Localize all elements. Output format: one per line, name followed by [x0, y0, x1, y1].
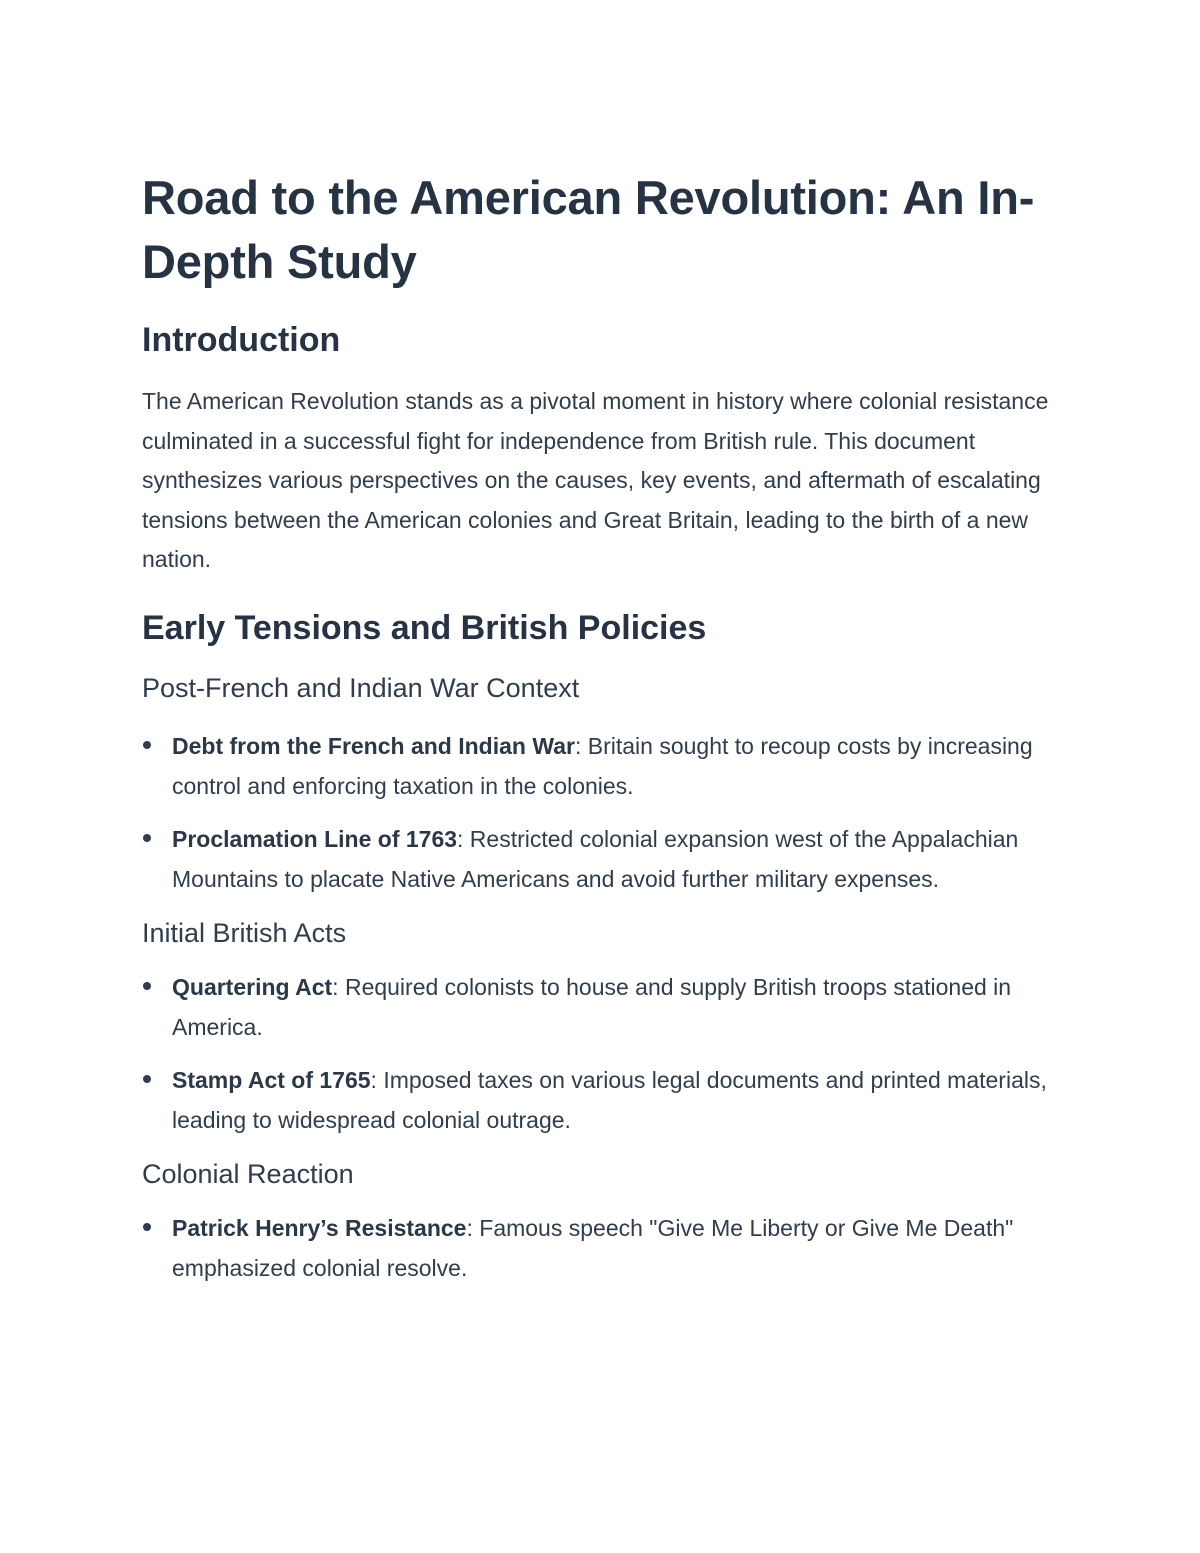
document-page [142, 166, 1062, 1288]
list-item [142, 1060, 1062, 1140]
introduction-heading: Introduction [142, 321, 341, 359]
list-item-term: Stamp Act of 1765 [172, 1066, 371, 1093]
list-item-separator: : [574, 732, 582, 759]
list-item-term: Proclamation Line of 1763 [172, 825, 458, 852]
list-item [142, 967, 1062, 1047]
bullet-icon [143, 1223, 151, 1231]
colonial-reaction-list [142, 1208, 1062, 1288]
bullet-icon [143, 834, 151, 842]
list-item [142, 726, 1062, 806]
list-item-text: Restricted colonial expansion west of the Appalachian Mountains to placate Native Americans and avoid further military expenses. [172, 825, 1019, 892]
post-war-context-list [142, 726, 1062, 899]
list-item [142, 1208, 1062, 1288]
list-item-text: Required colonists to house and supply British troops stationed in America. [172, 973, 1012, 1040]
list-item-text: Famous speech "Give Me Liberty or Give Me Death" emphasized colonial resolve. [172, 1214, 1014, 1281]
bullet-icon [143, 1075, 151, 1083]
list-item-text: Imposed taxes on various legal documents and printed materials, leading to widespread colonial outrage. [172, 1066, 1047, 1133]
list-item-term: Debt from the French and Indian War [172, 732, 575, 759]
list-item-separator: : [370, 1066, 377, 1093]
initial-acts-list [142, 967, 1062, 1140]
document-title: Road to the American Revolution: An In-Depth Study [142, 171, 1035, 288]
list-item-text: Britain sought to recoup costs by increasing control and enforcing taxation in the colonies. [172, 732, 1033, 799]
initial-acts-heading: Initial British Acts [142, 917, 347, 948]
bullet-icon [143, 982, 151, 990]
post-war-context-heading: Post-French and Indian War Context [142, 672, 580, 703]
list-item [142, 819, 1062, 899]
colonial-reaction-heading: Colonial Reaction [142, 1158, 354, 1189]
list-item-term: Patrick Henry’s Resistance [172, 1214, 467, 1241]
list-item-separator: : [332, 973, 339, 1000]
early-tensions-heading: Early Tensions and British Policies [142, 608, 707, 647]
list-item-separator: : [457, 825, 464, 852]
list-item-separator: : [466, 1214, 473, 1241]
introduction-paragraph: The American Revolution stands as a pivotal moment in history where colonial resistance culminated in a successful fight for independence from British rule. This document synthesizes various perspectives on the causes, key events, and aftermath of escalating tensions between the American colonies and Great Britain, leading to the birth of a new nation. [142, 388, 1049, 572]
bullet-icon [143, 741, 151, 749]
list-item-term: Quartering Act [172, 973, 333, 1000]
